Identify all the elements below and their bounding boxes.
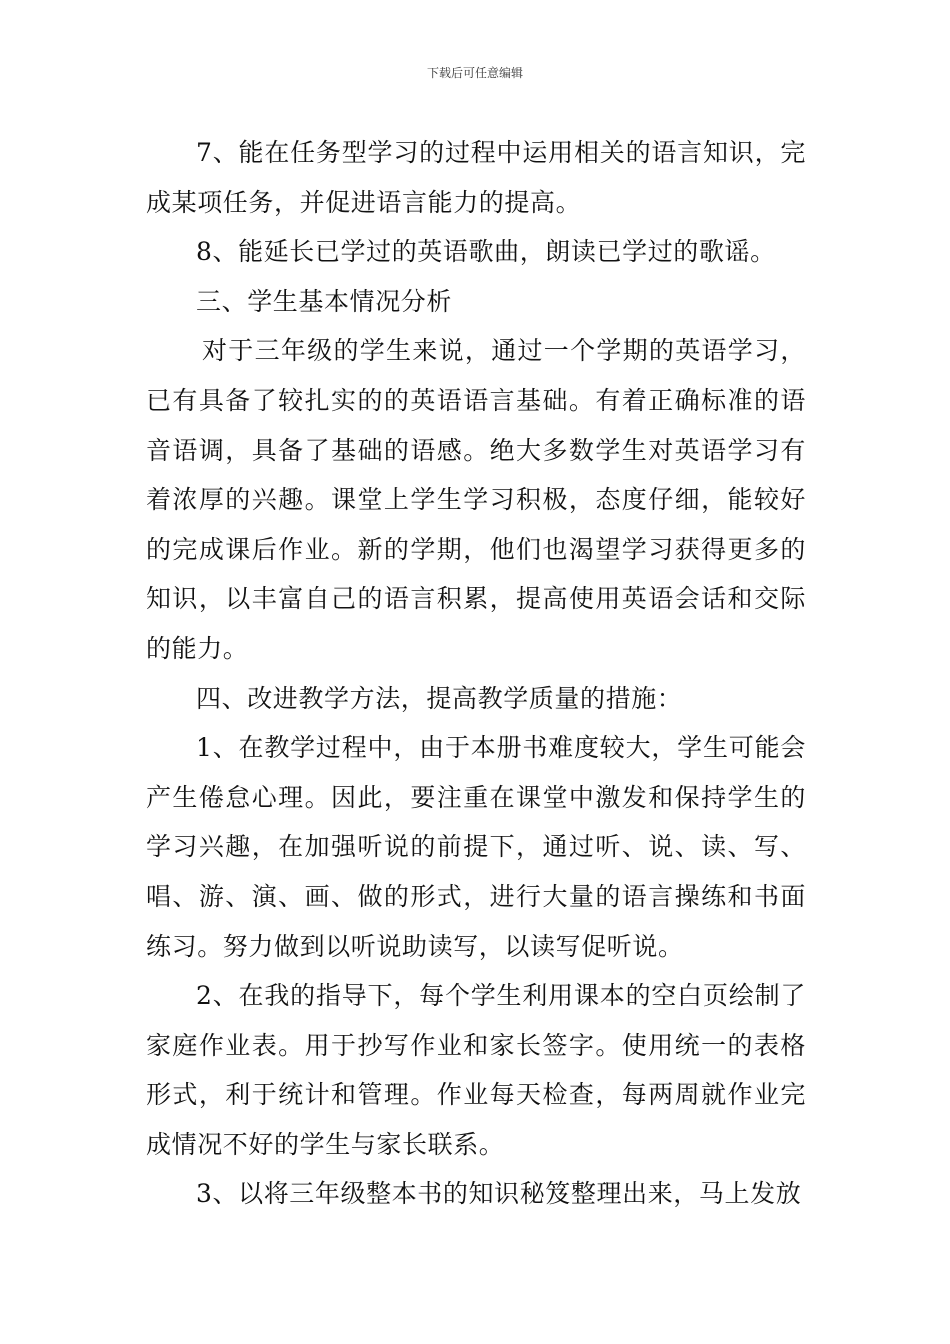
paragraph-item-8: 8、能延长已学过的英语歌曲，朗读已学过的歌谣。 <box>196 237 776 267</box>
paragraph-measure-2: 2、在我的指导下，每个学生利用课本的空白页绘制了家庭作业表。用于抄写作业和家长签字。使用统一的表格形式，利于统计和管理。作业每天检查，每两周就作业完成情况不好的学生与家长联系。 <box>146 981 806 1159</box>
document-body <box>146 128 806 1219</box>
paragraph-measure-3: 3、以将三年级整本书的知识秘笈整理出来，马上发放 <box>196 1179 802 1209</box>
paragraph-student-analysis: 对于三年级的学生来说，通过一个学期的英语学习，已有具备了较扎实的的英语语言基础。有着正确标准的语音语调，具备了基础的语感。绝大多数学生对英语学习有着浓厚的兴趣。课堂上学生学习积极，态度仔细，能较好的完成课后作业。新的学期，他们也渴望学习获得更多的知识，以丰富自己的语言积累，提高使用英语会话和交际的能力。 <box>146 336 806 663</box>
section-heading-student-analysis: 三、学生基本情况分析 <box>196 286 453 316</box>
paragraph-measure-1: 1、在教学过程中，由于本册书难度较大，学生可能会产生倦怠心理。因此，要注重在课堂中激发和保持学生的学习兴趣，在加强听说的前提下，通过听、说、读、写、唱、游、演、画、做的形式，进行大量的语言操练和书面练习。努力做到以听说助读写，以读写促听说。 <box>146 733 806 961</box>
section-heading-teaching-measures: 四、改进教学方法，提高教学质量的措施： <box>196 683 683 713</box>
paragraph-item-7: 7、能在任务型学习的过程中运用相关的语言知识，完成某项任务，并促进语言能力的提高。 <box>146 138 806 217</box>
page-header-note: 下载后可任意编辑 <box>426 66 523 80</box>
